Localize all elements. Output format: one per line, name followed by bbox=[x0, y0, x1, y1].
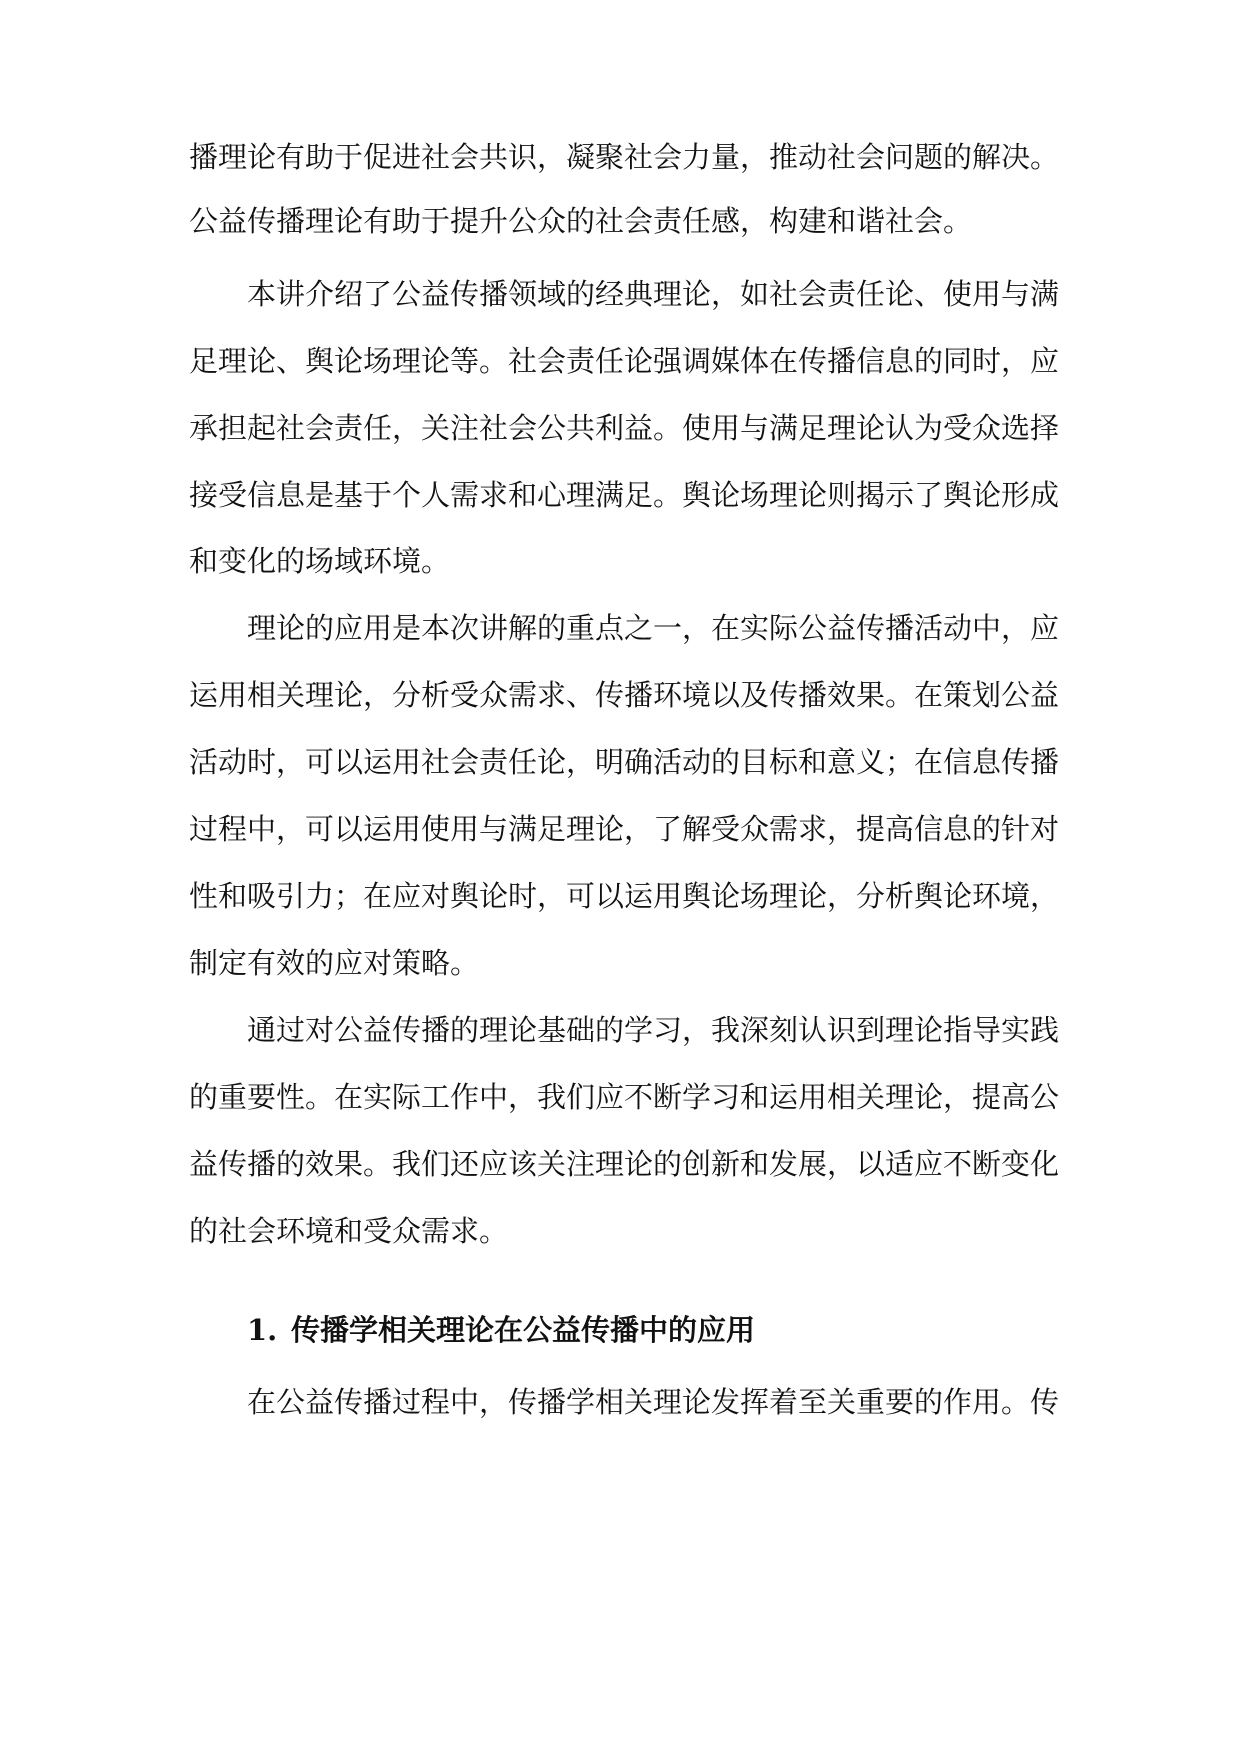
section-number: 1. bbox=[247, 1313, 278, 1347]
paragraph-line: 和变化的场域环境。 bbox=[189, 544, 451, 578]
paragraph-line: 足理论、舆论场理论等。社会责任论强调媒体在传播信息的同时，应 bbox=[189, 344, 1060, 378]
paragraph-line: 在公益传播过程中，传播学相关理论发挥着至关重要的作用。传 bbox=[247, 1385, 1060, 1419]
paragraph-line: 的重要性。在实际工作中，我们应不断学习和运用相关理论，提高公 bbox=[189, 1080, 1060, 1114]
paragraph-line: 通过对公益传播的理论基础的学习，我深刻认识到理论指导实践 bbox=[247, 1013, 1060, 1047]
paragraph-line: 活动时，可以运用社会责任论，明确活动的目标和意义；在信息传播 bbox=[189, 745, 1060, 779]
paragraph-line: 性和吸引力；在应对舆论时，可以运用舆论场理论，分析舆论环境， bbox=[189, 879, 1060, 913]
paragraph-line: 接受信息是基于个人需求和心理满足。舆论场理论则揭示了舆论形成 bbox=[189, 478, 1060, 512]
section-heading bbox=[247, 1310, 755, 1350]
paragraph-line: 理论的应用是本次讲解的重点之一，在实际公益传播活动中，应 bbox=[247, 611, 1060, 645]
paragraph-line: 益传播的效果。我们还应该关注理论的创新和发展，以适应不断变化 bbox=[189, 1147, 1060, 1181]
paragraph-line: 承担起社会责任，关注社会公共利益。使用与满足理论认为受众选择 bbox=[189, 411, 1060, 445]
paragraph-line: 的社会环境和受众需求。 bbox=[189, 1214, 509, 1248]
paragraph-line: 播理论有助于促进社会共识，凝聚社会力量，推动社会问题的解决。 bbox=[189, 140, 1060, 174]
paragraph-line: 本讲介绍了公益传播领域的经典理论，如社会责任论、使用与满 bbox=[247, 277, 1060, 311]
paragraph-line: 制定有效的应对策略。 bbox=[189, 946, 480, 980]
paragraph-line: 运用相关理论，分析受众需求、传播环境以及传播效果。在策划公益 bbox=[189, 678, 1060, 712]
section-title: 传播学相关理论在公益传播中的应用 bbox=[291, 1313, 756, 1347]
paragraph-line: 过程中，可以运用使用与满足理论，了解受众需求，提高信息的针对 bbox=[189, 812, 1060, 846]
paragraph-line: 公益传播理论有助于提升公众的社会责任感，构建和谐社会。 bbox=[189, 204, 973, 238]
